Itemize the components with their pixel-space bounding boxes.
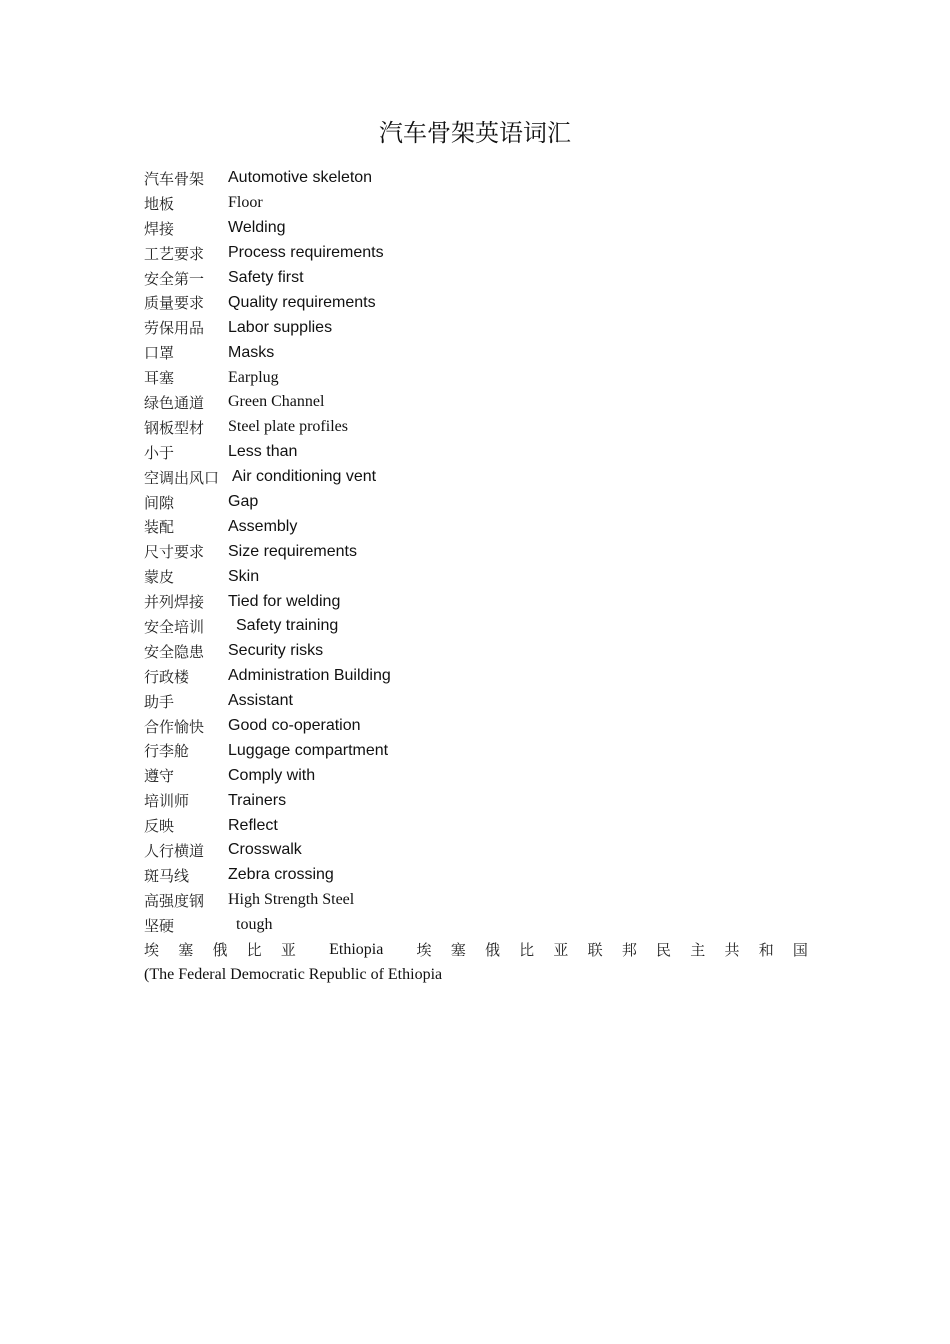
glossary-row bbox=[144, 465, 824, 490]
zh-char: 比 bbox=[519, 941, 535, 959]
ethiopia-entry bbox=[144, 937, 808, 987]
term-en: Luggage compartment bbox=[228, 741, 389, 759]
term-en: Reflect bbox=[228, 816, 278, 834]
term-zh: 地板 bbox=[144, 194, 175, 213]
term-en: Crosswalk bbox=[228, 841, 302, 859]
term-en: Welding bbox=[228, 219, 286, 237]
term-zh: 焊接 bbox=[144, 219, 175, 238]
term-zh: 并列焊接 bbox=[144, 593, 205, 612]
term-zh: 钢板型材 bbox=[144, 418, 205, 437]
glossary-list bbox=[144, 166, 824, 938]
term-en: Earplug bbox=[228, 368, 279, 386]
term-zh: 安全隐患 bbox=[144, 642, 205, 661]
term-en: Gap bbox=[228, 493, 259, 511]
term-en: Masks bbox=[228, 343, 275, 361]
zh-char: 俄 bbox=[212, 941, 228, 959]
glossary-row bbox=[144, 689, 824, 714]
term-zh: 耳塞 bbox=[144, 369, 175, 388]
glossary-row bbox=[144, 191, 824, 216]
term-en: Comply with bbox=[228, 766, 316, 784]
term-en: Skin bbox=[228, 567, 260, 585]
glossary-row bbox=[144, 614, 824, 639]
glossary-row bbox=[144, 216, 824, 241]
term-en: Air conditioning vent bbox=[232, 468, 377, 486]
glossary-row bbox=[144, 166, 824, 191]
term-zh: 合作愉快 bbox=[144, 717, 205, 736]
term-zh: 安全第一 bbox=[144, 269, 205, 288]
zh-char: 国 bbox=[792, 941, 808, 959]
term-zh: 装配 bbox=[144, 518, 175, 537]
term-zh: 绿色通道 bbox=[144, 393, 205, 412]
glossary-row bbox=[144, 763, 824, 788]
zh-char: 民 bbox=[656, 941, 672, 959]
term-zh: 人行横道 bbox=[144, 841, 205, 860]
term-zh: 口罩 bbox=[144, 344, 175, 363]
term-en: Automotive skeleton bbox=[228, 169, 373, 187]
term-en: Trainers bbox=[228, 791, 287, 809]
zh-char: 共 bbox=[724, 941, 740, 959]
term-en: Assistant bbox=[228, 692, 293, 710]
term-en: Labor supplies bbox=[228, 318, 333, 336]
glossary-row bbox=[144, 440, 824, 465]
zh-char: 比 bbox=[246, 941, 262, 959]
term-en: Administration Building bbox=[228, 667, 391, 685]
term-zh: 行政楼 bbox=[144, 667, 190, 686]
zh-char: 塞 bbox=[450, 941, 466, 959]
term-en: Ethiopia bbox=[329, 940, 384, 958]
term-en: Zebra crossing bbox=[228, 866, 334, 884]
term-en: Less than bbox=[228, 443, 298, 461]
term-zh: 反映 bbox=[144, 817, 175, 836]
term-zh: 蒙皮 bbox=[144, 568, 175, 587]
ethiopia-full-name: (The Federal Democratic Republic of Ethiopia bbox=[144, 966, 443, 983]
term-zh: 小于 bbox=[144, 443, 175, 462]
term-zh: 间隙 bbox=[144, 493, 175, 512]
glossary-row bbox=[144, 415, 824, 440]
page-title: 汽车骨架英语词汇 bbox=[379, 119, 571, 147]
term-zh: 遵守 bbox=[144, 767, 175, 786]
glossary-row bbox=[144, 490, 824, 515]
zh-char: 和 bbox=[758, 941, 774, 959]
glossary-row bbox=[144, 863, 824, 888]
glossary-row bbox=[144, 838, 824, 863]
term-zh: 汽车骨架 bbox=[144, 169, 205, 188]
zh-char: 埃 bbox=[144, 941, 160, 959]
glossary-row bbox=[144, 266, 824, 291]
term-en: tough bbox=[236, 916, 273, 934]
glossary-row bbox=[144, 315, 824, 340]
term-zh: 行李舱 bbox=[144, 742, 190, 761]
term-zh: 空调出风口 bbox=[144, 468, 220, 487]
term-zh: 工艺要求 bbox=[144, 244, 205, 263]
term-zh: 坚硬 bbox=[144, 916, 175, 935]
glossary-row bbox=[144, 241, 824, 266]
term-en: Safety first bbox=[228, 269, 304, 286]
term-en: Steel plate profiles bbox=[228, 418, 348, 436]
glossary-row bbox=[144, 539, 824, 564]
zh-char: 塞 bbox=[178, 941, 194, 959]
glossary-row bbox=[144, 738, 824, 763]
term-en: Green Channel bbox=[228, 393, 325, 411]
glossary-row bbox=[144, 788, 824, 813]
zh-char: 主 bbox=[690, 941, 706, 959]
ethiopia-line bbox=[144, 937, 808, 962]
glossary-row bbox=[144, 639, 824, 664]
term-zh: 劳保用品 bbox=[144, 319, 205, 338]
zh-char: 联 bbox=[587, 941, 603, 959]
glossary-row bbox=[144, 290, 824, 315]
glossary-row bbox=[144, 888, 824, 913]
term-en: Tied for welding bbox=[228, 592, 341, 610]
term-zh: 安全培训 bbox=[144, 617, 205, 636]
glossary-row bbox=[144, 365, 824, 390]
glossary-row bbox=[144, 664, 824, 689]
glossary-row bbox=[144, 913, 824, 938]
term-en: Quality requirements bbox=[228, 293, 376, 311]
glossary-row bbox=[144, 714, 824, 739]
term-zh: 高强度钢 bbox=[144, 891, 205, 910]
zh-char: 俄 bbox=[484, 941, 500, 959]
glossary-row bbox=[144, 813, 824, 838]
zh-char: 亚 bbox=[280, 941, 296, 959]
term-en: High Strength Steel bbox=[228, 891, 355, 909]
glossary-row bbox=[144, 340, 824, 365]
zh-char: 亚 bbox=[553, 941, 569, 959]
zh-char: 邦 bbox=[621, 941, 637, 959]
term-en: Assembly bbox=[228, 517, 298, 535]
term-zh: 质量要求 bbox=[144, 294, 205, 313]
glossary-row bbox=[144, 589, 824, 614]
glossary-row bbox=[144, 390, 824, 415]
zh-char: 埃 bbox=[416, 941, 432, 959]
glossary-row bbox=[144, 514, 824, 539]
term-en: Safety training bbox=[236, 617, 339, 635]
term-en: Good co-operation bbox=[228, 717, 361, 735]
term-en: Process requirements bbox=[228, 244, 384, 262]
term-en: Size requirements bbox=[228, 542, 357, 560]
term-zh: 助手 bbox=[144, 692, 175, 711]
term-zh: 尺寸要求 bbox=[144, 543, 205, 562]
term-en: Floor bbox=[228, 194, 263, 212]
term-zh: 培训师 bbox=[144, 792, 190, 811]
glossary-row bbox=[144, 564, 824, 589]
term-zh: 斑马线 bbox=[144, 866, 190, 885]
term-en: Security risks bbox=[228, 642, 324, 660]
